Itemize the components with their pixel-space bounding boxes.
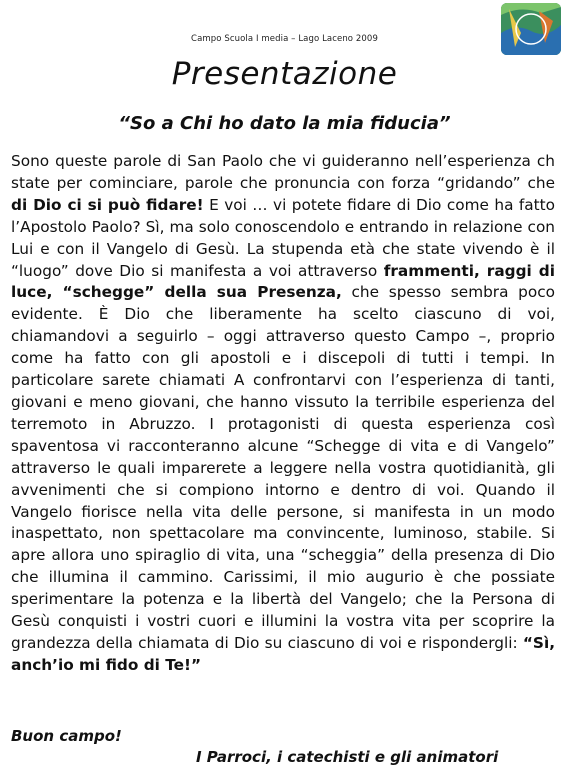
page-subtitle: “So a Chi ho dato la mia fiducia” — [118, 113, 451, 134]
closing-greeting: Buon campo! — [11, 727, 122, 745]
page-title: Presentazione — [171, 56, 398, 92]
body-segment: E voi … vi potete fidare di Dio come ha fatto l’Apostolo Paolo? Sì, ma solo conoscendolo e entrando in relazione con Lui e con il Vangelo di Gesù. La stupenda età che state vivendo è il “luogo” dove Dio si manifesta a voi attraverso — [11, 195, 555, 280]
body-segment: che spesso sembra poco evidente. È Dio che liberamente ha scelto ciascuno di voi, chiamandovi a seguirlo – oggi attraverso questo Campo –, proprio come ha fatto con gli apostoli e i discepoli di tutti i tempi. In particolare sarete chiamati A confrontarvi con l’esperienza di tanti, giovani e meno giovani, che hanno vissuto la terribile esperienza del terremoto in Abruzzo. I protagonisti di questa esperienza così spaventosa vi racconteranno alcune “Schegge di vita e di Vangelo” attraverso le quali imparerete a leggere nella vostra quotidianità, gli avvenimenti che si compiono intorno e dentro di voi. Quando il Vangelo fiorisce nella vita delle persone, si manifesta in un modo inaspettato, non spettacolare ma convincente, luminoso, stabile. Si apre allora uno spiraglio di vita, una “scheggia” della presenza di Dio che illumina il cammino. Carissimi, il mio augurio è che possiate sperimentare la potenza e la libertà del Vangelo; che la Persona di Gesù conquisti i vostri cuori e illumini la vostra vita per scoprire la grandezza della chiamata di Dio su ciascuno di voi e rispondergli: — [11, 283, 555, 652]
body-segment: Sono queste parole di San Paolo che vi guideranno nell’esperienza ch state per cominciare, parole che pronuncia con forza “gridando” che — [11, 152, 555, 192]
body-paragraph — [11, 151, 555, 677]
body-emphasis: frammenti, raggi di luce, “schegge” della sua Presenza, — [11, 261, 555, 302]
signature: I Parroci, i catechisti e gli animatori — [196, 748, 499, 766]
body-emphasis: “Sì, anch’io mi fido di Te!” — [11, 633, 555, 674]
camp-logo-icon — [501, 3, 561, 55]
body-emphasis: di Dio ci si può fidare! — [11, 195, 204, 214]
page-header: Campo Scuola I media – Lago Laceno 2009 — [191, 34, 378, 44]
